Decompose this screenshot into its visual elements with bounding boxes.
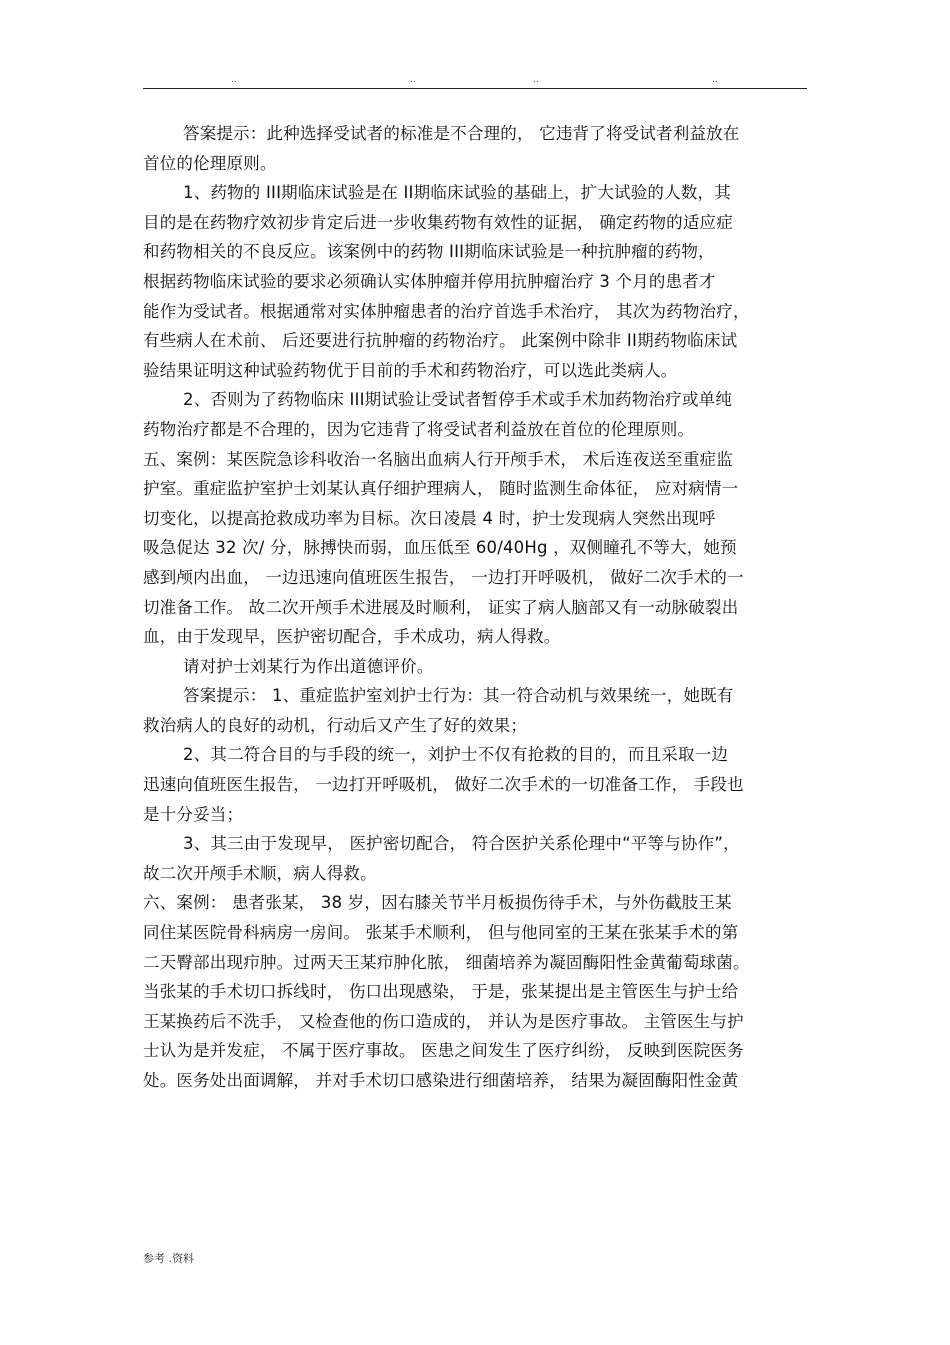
text-line: 验结果证明这种试验药物优于目前的手术和药物治疗，可以选此类病人。 bbox=[143, 360, 678, 380]
text-line: 士认为是并发症， 不属于医疗事故。 医患之间发生了医疗纠纷， 反映到医院医务 bbox=[143, 1041, 744, 1061]
text-line: 和药物相关的不良反应。该案例中的药物 III期临床试验是一种抗肿瘤的药物， bbox=[143, 242, 715, 262]
text-line: 迅速向值班医生报告， 一边打开呼吸机， 做好二次手术的一切准备工作， 手段也 bbox=[143, 775, 744, 795]
document-body bbox=[143, 119, 807, 1096]
text-line: 救治病人的良好的动机，行动后又产生了好的效果； bbox=[143, 715, 528, 735]
text-line: 护室。重症监护室护士刘某认真仔细护理病人， 随时监测生命体征， 应对病情一 bbox=[143, 479, 739, 499]
text-line: 1、药物的 III期临床试验是在 II期临床试验的基础上，扩大试验的人数，其 bbox=[183, 183, 731, 203]
text-line: 能作为受试者。根据通常对实体肿瘤患者的治疗首选手术治疗， 其次为药物治疗， bbox=[143, 301, 750, 321]
text-line: 王某换药后不洗手， 又检查他的伤口造成的， 并认为是医疗事故。 主管医生与护 bbox=[143, 1011, 744, 1031]
text-line: 处。医务处出面调解， 并对手术切口感染进行细菌培养， 结果为凝固酶阳性金黄 bbox=[143, 1071, 739, 1090]
text-line: 二天臀部出现疖肿。过两天王某疖肿化脓， 细菌培养为凝固酶阳性金黄葡萄球菌。 bbox=[143, 952, 750, 972]
text-line: 吸急促达 32 次/ 分，脉搏快而弱，血压低至 60/40Hg ，双侧瞳孔不等大，她预 bbox=[143, 538, 737, 558]
page-footer: 参考 .资料 bbox=[143, 1252, 194, 1265]
header-rule bbox=[143, 88, 807, 89]
text-line: 根据药物临床试验的要求必须确认实体肿瘤并停用抗肿瘤治疗 3 个月的患者才 bbox=[143, 271, 716, 291]
text-line: 答案提示：此种选择受试者的标准是不合理的， 它违背了将受试者利益放在 bbox=[183, 124, 740, 143]
header-mark: .. bbox=[231, 75, 237, 85]
header-mark: .. bbox=[410, 75, 416, 85]
text-line: 是十分妥当； bbox=[143, 804, 244, 824]
text-line: 请对护士刘某行为作出道德评价。 bbox=[183, 656, 434, 676]
text-line: 感到颅内出血， 一边迅速向值班医生报告， 一边打开呼吸机， 做好二次手术的一 bbox=[143, 567, 744, 587]
text-line: 药物治疗都是不合理的，因为它违背了将受试者利益放在首位的伦理原则。 bbox=[143, 419, 695, 439]
text-line: 切准备工作。 故二次开颅手术进展及时顺利， 证实了病人脑部又有一动脉破裂出 bbox=[143, 597, 739, 617]
text-line: 答案提示： 1、重症监护室刘护士行为：其一符合动机与效果统一，她既有 bbox=[183, 686, 734, 706]
text-line: 六、案例： 患者张某， 38 岁，因右膝关节半月板损伤待手术，与外伤截肢王某 bbox=[143, 893, 732, 913]
text-line: 首位的伦理原则。 bbox=[143, 153, 277, 173]
text-line: 血，由于发现早，医护密切配合，手术成功，病人得救。 bbox=[143, 627, 561, 647]
header-mark: .. bbox=[712, 75, 718, 85]
text-line: 3、其三由于发现早， 医护密切配合， 符合医护关系伦理中“平等与协作”， bbox=[183, 834, 740, 854]
text-line: 同住某医院骨科病房一房间。 张某手术顺利， 但与他同室的王某在张某手术的第 bbox=[143, 923, 739, 943]
page-header bbox=[0, 74, 950, 86]
text-line: 有些病人在术前、 后还要进行抗肿瘤的药物治疗。 此案例中除非 II期药物临床试 bbox=[143, 331, 738, 351]
text-line: 五、案例：某医院急诊科收治一名脑出血病人行开颅手术， 术后连夜送至重症监 bbox=[143, 449, 733, 469]
text-line: 故二次开颅手术顺，病人得救。 bbox=[143, 863, 377, 883]
text-line: 2、否则为了药物临床 III期试验让受试者暂停手术或手术加药物治疗或单纯 bbox=[183, 390, 733, 410]
text-line: 目的是在药物疗效初步肯定后进一步收集药物有效性的证据， 确定药物的适应症 bbox=[143, 212, 733, 232]
text-line: 切变化，以提高抢救成功率为目标。次日凌晨 4 时，护士发现病人突然出现呼 bbox=[143, 508, 716, 528]
header-mark: .. bbox=[533, 75, 539, 85]
text-line: 当张某的手术切口拆线时， 伤口出现感染， 于是，张某提出是主管医生与护士给 bbox=[143, 982, 739, 1002]
text-line: 2、其二符合目的与手段的统一，刘护士不仅有抢救的目的，而且采取一边 bbox=[183, 745, 729, 765]
